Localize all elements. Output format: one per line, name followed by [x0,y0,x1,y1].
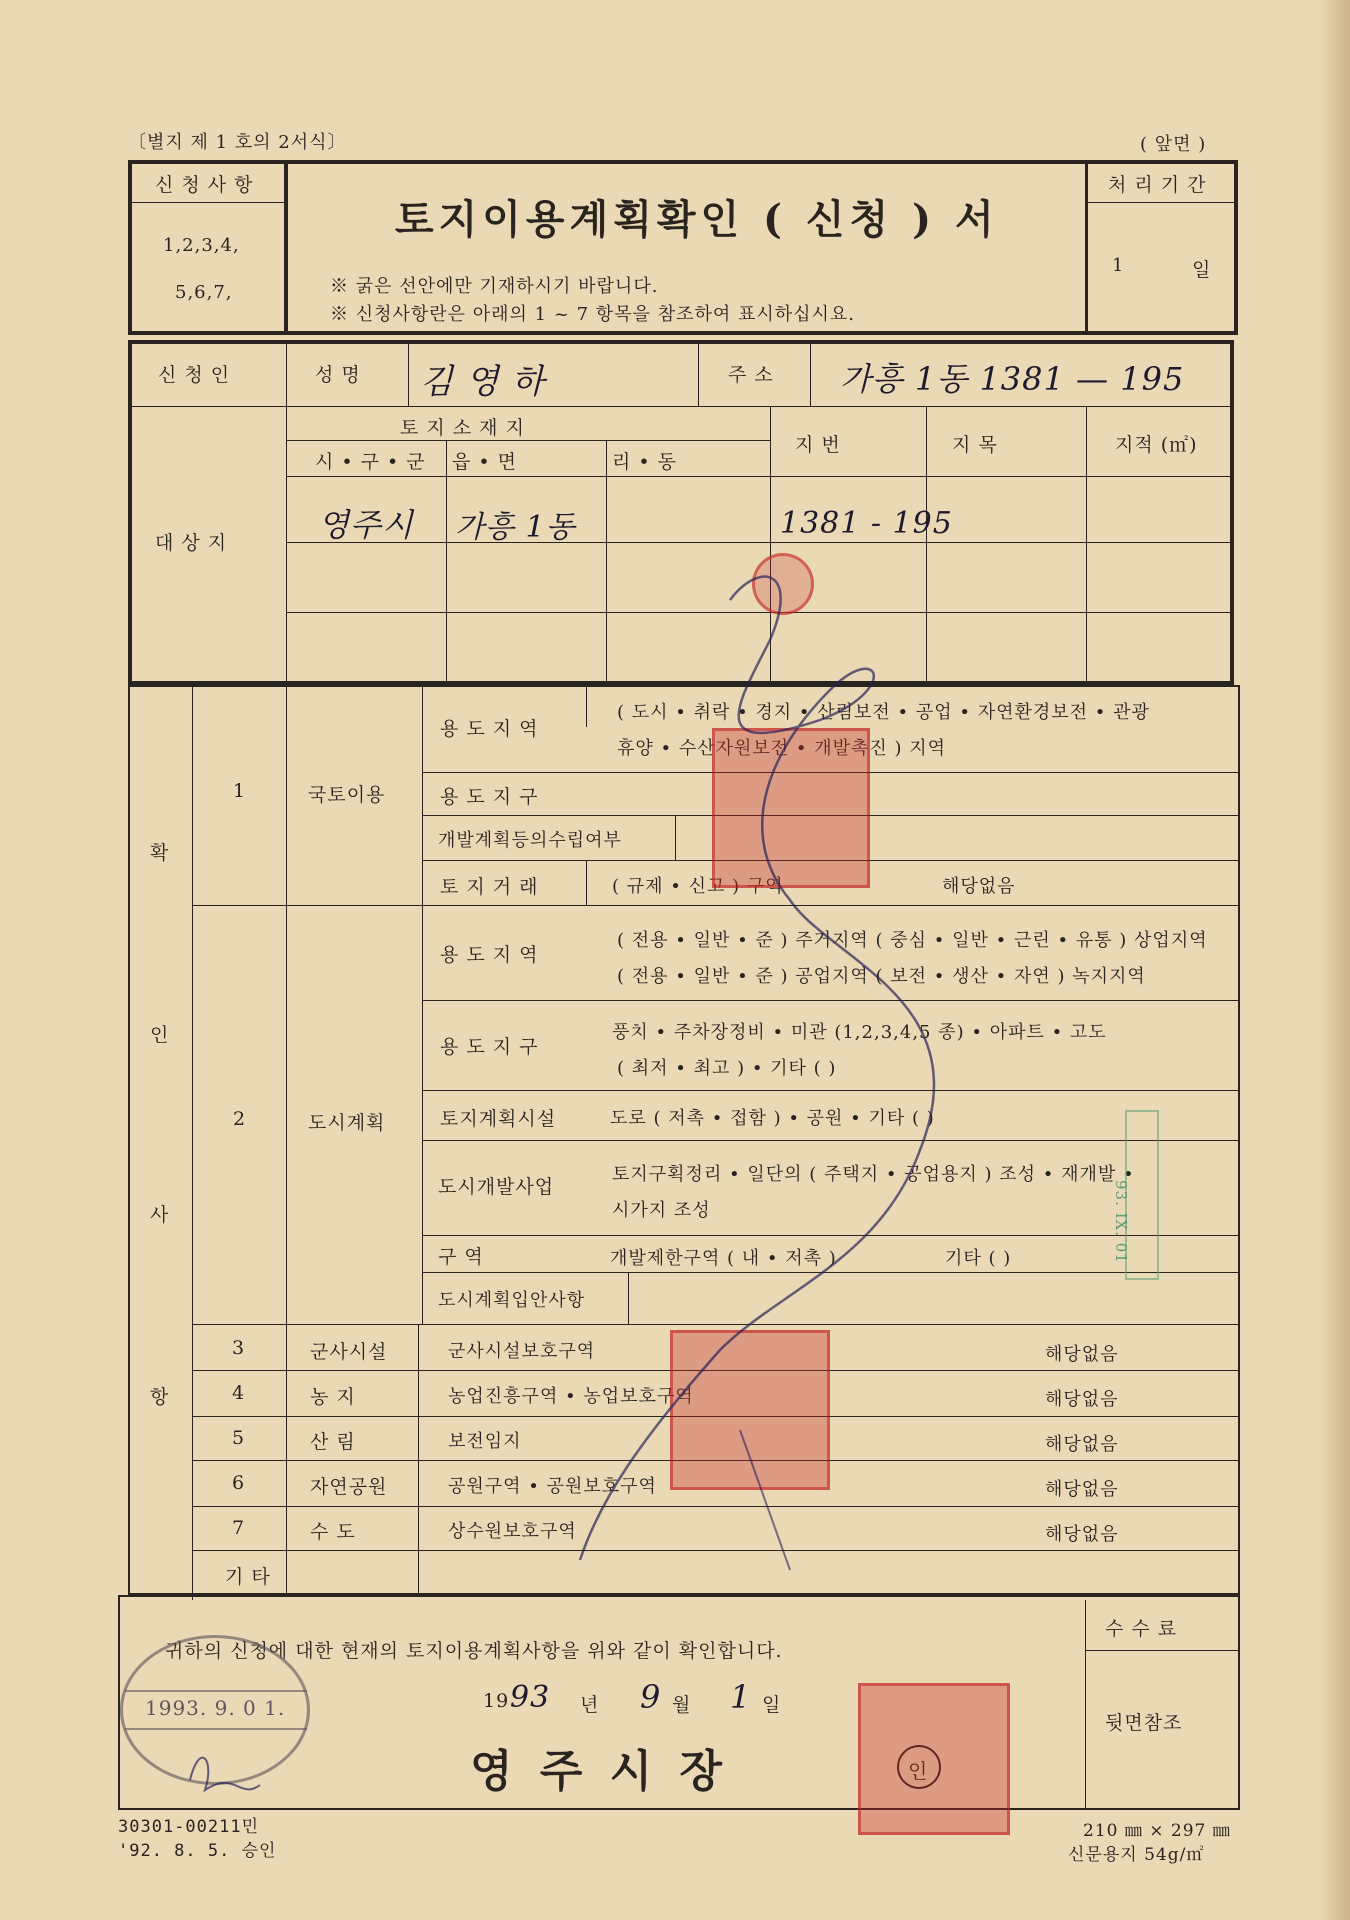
row1-lot: 1381 - 195 [780,506,953,541]
row-6-status: 해당없음 [1045,1479,1119,1500]
col-area: 지적 (㎡) [1115,434,1198,456]
page-title: 토지이용계획확인 ( 신청 ) 서 [395,196,999,243]
row-3-status: 해당없음 [1045,1344,1119,1365]
s1-zone-line1: ( 도시 • 취락 • 경지 • 산림보전 • 공업 • 자연환경보전 • 관광 [617,702,1150,723]
s2-dev-project-label: 도시개발사업 [438,1176,555,1198]
address-label: 주 소 [728,364,774,386]
row-3-number: 3 [232,1337,246,1359]
s2-dev-project-line1: 토지구획정리 • 일단의 ( 주택지 • 공업용지 ) 조성 • 재개발 • [612,1164,1135,1185]
date-month-unit: 월 [672,1694,692,1716]
s2-zone-line2: ( 전용 • 일반 • 준 ) 공업지역 ( 보전 • 생산 • 자연 ) 녹지지역 [617,966,1146,987]
paper-type: 신문용지 54g/㎡ [1068,1845,1205,1865]
s2-plan-proposal-label: 도시계획입안사항 [438,1290,586,1311]
request-items-line2: 5,6,7, [175,282,233,303]
s2-area-value: 개발제한구역 ( 내 • 저촉 ) [610,1248,837,1269]
s1-land-trade-value: ( 규제 • 신고 ) 구역 [612,876,784,897]
processing-period-label: 처 리 기 간 [1108,174,1207,196]
row-6-name: 자연공원 [310,1476,388,1498]
row1-town: 가흥 1동 [455,510,576,545]
other-label: 기 타 [225,1566,271,1588]
note-2: ※ 신청사항란은 아래의 1 ~ 7 항목을 참조하여 표시하십시요. [330,304,856,325]
row-7-number: 7 [232,1517,246,1539]
s2-area-other: 기타 ( ) [945,1248,1012,1269]
s1-zone-line2: 휴양 • 수산자원보전 • 개발촉진 ) 지역 [617,738,947,759]
row-7-item: 상수원보호구역 [448,1521,577,1542]
row-3-item: 군사시설보호구역 [448,1341,596,1362]
fee-value: 뒷면참조 [1105,1712,1183,1734]
row-6-item: 공원구역 • 공원보호구역 [448,1476,657,1497]
pen-stroke-2-mark [580,577,934,1560]
s2-zone-line1: ( 전용 • 일반 • 준 ) 주거지역 ( 중심 • 일반 • 근린 • 유통 ) 상업지역 [617,930,1208,951]
postmark-date-text: 1993. 9. 0 1. [145,1696,286,1720]
date-day-unit: 일 [762,1694,782,1716]
section-1-number: 1 [233,780,247,802]
s2-facility-label: 토지계획시설 [440,1108,557,1130]
official-seal-mark: 인 [897,1745,941,1789]
page-side-label: ( 앞면 ) [1140,134,1207,155]
side-char-3: 사 [150,1204,170,1226]
row-3-name: 군사시설 [310,1341,388,1363]
row-4-number: 4 [232,1382,246,1404]
col-town: 읍 • 면 [452,451,517,473]
s1-dev-plan-label: 개발계획등의수립여부 [438,830,622,851]
section-2-number: 2 [233,1108,247,1130]
issuer-name: 영 주 시 장 [470,1746,728,1797]
s1-land-trade-status: 해당없음 [942,876,1016,897]
col-village: 리 • 동 [612,451,677,473]
section-2-name: 도시계획 [308,1112,386,1134]
s2-district-line2: ( 최저 • 최고 ) • 기타 ( ) [617,1058,837,1079]
confirmation-statement: 귀하의 신청에 대한 현재의 토지이용계획사항을 위와 같이 확인합니다. [165,1640,783,1662]
row-4-item: 농업진흥구역 • 농업보호구역 [448,1386,694,1407]
processing-period-number: 1 [1112,255,1125,276]
row-5-number: 5 [232,1427,246,1449]
green-stamp-text: 93. IX. 01 [1112,1180,1130,1264]
request-items-label: 신 청 사 항 [155,174,254,196]
applicant-label: 신 청 인 [158,364,231,386]
row-5-status: 해당없음 [1045,1434,1119,1455]
row-7-status: 해당없음 [1045,1524,1119,1545]
row-5-name: 산 림 [310,1431,356,1453]
s1-land-trade-label: 토 지 거 래 [440,876,539,898]
row-7-name: 수 도 [310,1521,356,1543]
name-label: 성 명 [315,364,361,386]
s1-zone-label: 용 도 지 역 [440,718,539,740]
location-header: 토 지 소 재 지 [400,417,525,439]
section-1-name: 국토이용 [308,784,386,806]
s1-district-label: 용 도 지 구 [440,786,539,808]
s2-zone-label: 용 도 지 역 [440,944,539,966]
fee-label: 수 수 료 [1105,1618,1178,1640]
row1-city: 영주시 [318,506,414,544]
processing-period-unit: 일 [1192,259,1212,281]
name-value: 김 영 하 [420,362,546,402]
date-year-unit: 년 [580,1694,600,1716]
side-char-1: 확 [150,842,170,864]
date-month: 9 [640,1678,662,1716]
s2-dev-project-line2: 시가지 조성 [612,1200,711,1221]
row-6-number: 6 [232,1472,246,1494]
date-prefix: 19 [483,1690,510,1712]
s2-facility-value: 도로 ( 저촉 • 접함 ) • 공원 • 기타 ( ) [610,1108,935,1129]
s2-district-line1: 풍치 • 주차장정비 • 미관 (1,2,3,4,5 종) • 아파트 • 고도 [612,1022,1107,1043]
s2-area-label: 구 역 [438,1246,484,1268]
pen-stroke-diagonal [740,1430,790,1570]
row-4-status: 해당없음 [1045,1389,1119,1410]
approval-date: '92. 8. 5. 승인 [118,1841,277,1861]
side-char-2: 인 [150,1024,170,1046]
form-code: 〔별지 제 1 호의 2서식〕 [128,132,347,153]
col-city: 시 • 구 • 군 [315,451,426,473]
address-value: 가흥 1동 1381 — 195 [840,360,1185,398]
s2-district-label: 용 도 지 구 [440,1036,539,1058]
signature-stroke [190,1758,260,1790]
row-4-name: 농 지 [310,1386,356,1408]
row-5-item: 보전임지 [448,1431,522,1452]
paper-size: 210 ㎜ × 297 ㎜ [1083,1821,1231,1841]
side-char-4: 항 [150,1386,170,1408]
col-lot: 지 번 [795,434,841,456]
note-1: ※ 굵은 선안에만 기재하시기 바랍니다. [330,276,659,297]
target-label: 대 상 지 [155,532,228,554]
col-category: 지 목 [952,434,998,456]
date-day: 1 [730,1678,752,1716]
form-number: 30301-00211민 [118,1817,260,1837]
request-items-line1: 1,2,3,4, [163,235,240,256]
date-year: 93 [510,1680,551,1715]
